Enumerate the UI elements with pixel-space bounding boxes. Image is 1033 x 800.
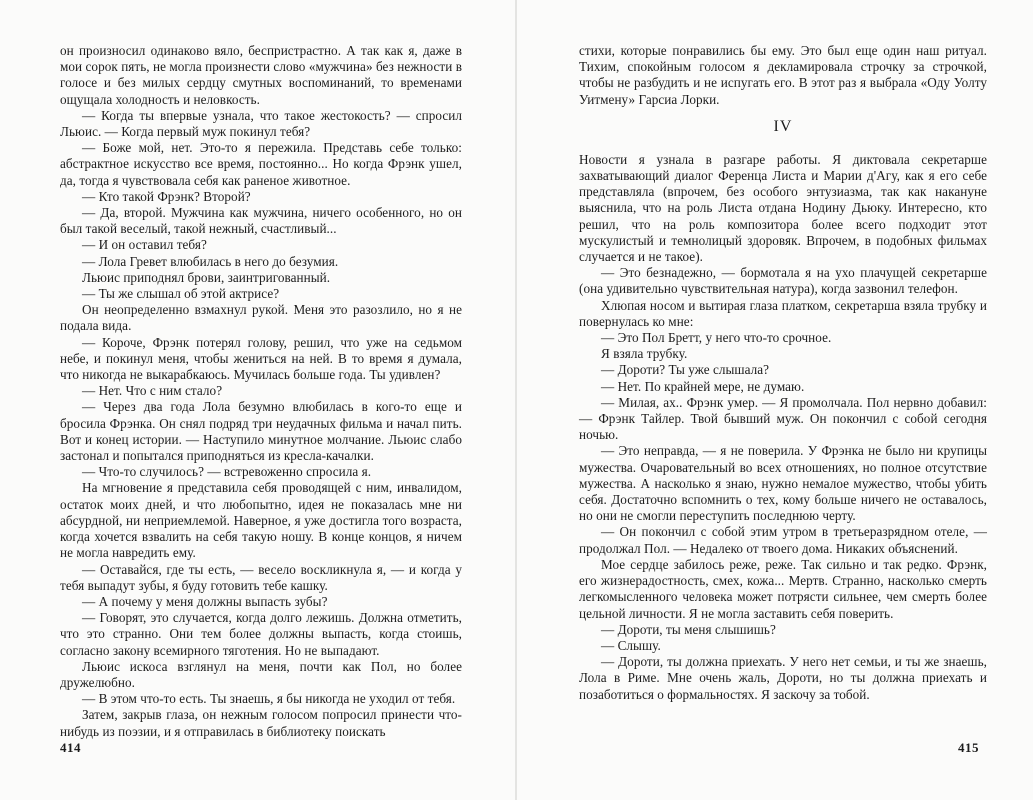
paragraph: — Дороти, ты должна приехать. У него нет семьи, и ты же знаешь, Лола в Риме. Мне очень жаль, Дороти, но ты должна приехать и позаботиться о формальностях. Я заскочу за тобой.	[579, 654, 987, 702]
left-page	[0, 0, 516, 800]
paragraph: — Кто такой Фрэнк? Второй?	[82, 188, 251, 204]
paragraph: Хлюпая носом и вытирая глаза платком, секретарша взяла трубку и повернулась ко мне:	[579, 297, 987, 329]
paragraph: — Слышу.	[601, 637, 661, 653]
left-page-text	[60, 43, 462, 740]
right-page-chapter-text	[579, 152, 987, 703]
right-page-continuation	[579, 43, 987, 108]
paragraph: — Нет. Что с ним стало?	[82, 383, 223, 399]
paragraph: — Боже мой, нет. Это-то я пережила. Представь себе только: абстрактное искусство все время, постоянно... Но когда Фрэнк ушел, да, тогда я чувствовала себя как раненое животное.	[60, 140, 462, 188]
paragraph: — В этом что-то есть. Ты знаешь, я бы никогда не уходил от тебя.	[82, 691, 456, 707]
paragraph: — Да, второй. Мужчина как мужчина, ничего особенного, но он был такой веселый, такой нежный, счастливый...	[60, 205, 462, 237]
paragraph: — Что-то случилось? — встревоженно спросила я.	[82, 464, 372, 480]
paragraph: — Через два года Лола безумно влюбилась в кого-то еще и бросила Фрэнка. Он снял подряд три неудачных фильма и начал пить. Вот и конец истории. — Наступило минутное молчание. Льюис слабо застонал и попытался приподняться из кресла-качалки.	[60, 399, 462, 464]
paragraph: На мгновение я представила себя проводящей с ним, инвалидом, остаток моих дней, и что любопытно, идея не показалась мне ни абсурдной, ни неприемлемой. Наверное, я уже достигла того возраста, когда хочется взвалить на себя такую ношу. В конце концов, я ничем не могла навредить ему.	[60, 480, 462, 561]
paragraph: — Это безнадежно, — бормотала я на ухо плачущей секретарше (она удивительно чувствительная натура), когда зазвонил телефон.	[579, 265, 987, 297]
paragraph: — Оставайся, где ты есть, — весело воскликнула я, — и когда у тебя выпадут зубы, я буду готовить тебе кашку.	[60, 561, 462, 593]
paragraph: Льюис искоса взглянул на меня, почти как Пол, но более дружелюбно.	[60, 658, 462, 690]
paragraph: — Милая, ах.. Фрэнк умер. — Я промолчала. Пол нервно добавил: — Фрэнк Тайлер. Твой бывший муж. Он покончил с собой сегодня ночью.	[579, 394, 987, 443]
left-page-number: 414	[60, 740, 81, 755]
paragraph: — Дороти? Ты уже слышала?	[601, 362, 770, 378]
paragraph: — Он покончил с собой этим утром в третьеразрядном отеле, — продолжал Пол. — Недалеко от твоего дома. Никаких объяснений.	[579, 524, 987, 556]
paragraph: Новости я узнала в разгаре работы. Я диктовала секретарше захватывающий диалог Ференца Листа и Марии д'Агу, как я его себе представляла (впрочем, без особого энтузиазма, так как накануне выяснила, что на роль Листа отдана Нодину Дьюку. Интересно, кто решил, что на роль композитора более всего подходит этот мускулистый и темнолицый здоровяк. Впрочем, в подобных фильмах случается и не такое).	[579, 151, 987, 265]
paragraph: Мое сердце забилось реже, реже. Так сильно и так редко. Фрэнк, его жизнерадостность, смех, кожа... Мертв. Странно, насколько смерть легкомысленного человека может потрясти сильнее, чем смерть более цельной личности. Я не могла заставить себя поверить.	[579, 556, 987, 621]
right-page	[517, 0, 1033, 800]
right-page-text	[579, 43, 987, 703]
paragraph: стихи, которые понравились бы ему. Это был еще один наш ритуал. Тихим, спокойным голосом я декламировала строчку за строчкой, чтобы не разбудить и не испугать его. В этот раз я выбрала «Оду Уолту Уитмену» Гарсиа Лорки.	[579, 43, 987, 107]
paragraph: Затем, закрыв глаза, он нежным голосом попросил принести что-нибудь из поэзии, и я отправилась в библиотеку поискать	[60, 707, 462, 739]
paragraph: он произносил одинаково вяло, беспристрастно. А так как я, даже в мои сорок пять, не могла произнести слово «мужчина» без нежности в голосе и без милых сердцу смутных воспоминаний, то временами ощущала холодность и неловкость.	[60, 43, 462, 107]
right-page-number: 415	[958, 740, 979, 755]
paragraph: Я взяла трубку.	[601, 346, 688, 362]
paragraph: — А почему у меня должны выпасть зубы?	[82, 593, 328, 609]
paragraph: — Говорят, это случается, когда долго лежишь. Должна отметить, что это странно. Они тем более должны выпасть, когда стоишь, согласно закону всемирного тяготения. Но не выпадают.	[60, 610, 462, 658]
paragraph: — Короче, Фрэнк потерял голову, решил, что уже на седьмом небе, и покинул меня, чтобы жениться на ней. В то время я думала, что никогда не выкарабкаюсь. Мучилась больше года. Ты удивлен?	[60, 334, 462, 383]
paragraph: — Это неправда, — я не поверила. У Фрэнка не было ни крупицы мужества. Очаровательный во всех отношениях, но полное отсутствие мужества. А насколько я знаю, нужно немалое мужество, чтобы убить себя. Достаточно вспомнить о тех, кому больше ничего не оставалось, но они не смогли переступить последнюю черту.	[579, 443, 987, 524]
paragraph: — Когда ты впервые узнала, что такое жестокость? — спросил Льюис. — Когда первый муж покинул тебя?	[60, 107, 462, 140]
paragraph: — И он оставил тебя?	[82, 237, 207, 253]
paragraph: Он неопределенно взмахнул рукой. Меня это разозлило, но я не подала вида.	[60, 302, 462, 334]
paragraph: — Это Пол Бретт, у него что-то срочное.	[601, 330, 832, 346]
chapter-heading: IV	[773, 117, 793, 135]
paragraph: — Дороти, ты меня слышишь?	[601, 621, 776, 637]
paragraph: Льюис приподнял брови, заинтригованный.	[82, 269, 331, 285]
paragraph: — Нет. По крайней мере, не думаю.	[601, 378, 805, 394]
paragraph: — Ты же слышал об этой актрисе?	[82, 286, 280, 302]
paragraph: — Лола Гревет влюбилась в него до безумия.	[82, 253, 339, 269]
